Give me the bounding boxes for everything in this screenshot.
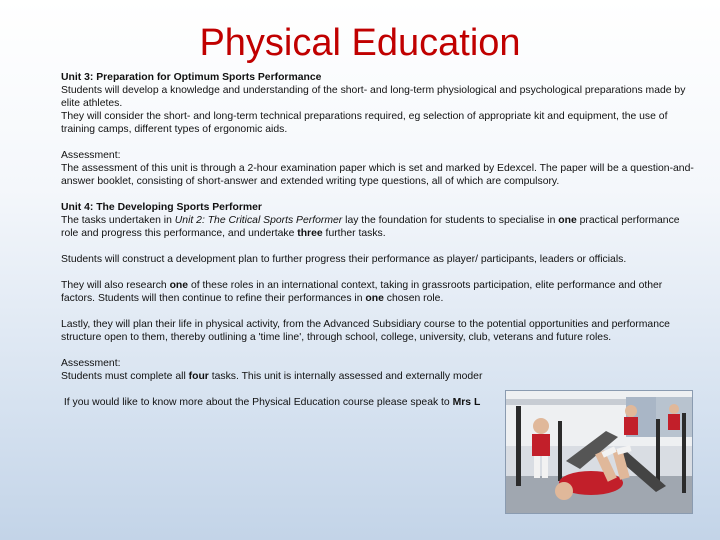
assessment1-paragraph — [61, 149, 695, 162]
gym-photo-illustration — [506, 391, 692, 513]
assessment2-paragraph — [61, 357, 695, 370]
unit4-p1-text-b: lay the foundation for students to specialise in — [342, 215, 559, 226]
unit4-p1-bold-three: three — [297, 228, 323, 239]
assessment2-bold-four: four — [188, 371, 209, 382]
contact-text: If you would like to know more about the Physical Education course please speak to — [61, 397, 453, 408]
unit3-line1: Students will develop a knowledge and understanding of the short- and long-term physiological and psychological preparations made by elite athletes. — [61, 85, 686, 109]
unit4-p3-bold-one-2: one — [365, 293, 384, 304]
unit4-p1-italic: Unit 2: The Critical Sports Performer — [174, 215, 343, 226]
assessment1-label: Assessment — [61, 150, 118, 161]
unit4-p1-text-c: practical performance role and progress this performance, and undertake — [61, 215, 680, 239]
unit4-p3-bold-one: one — [169, 280, 189, 291]
gym-photo — [505, 390, 693, 514]
assessment2-text — [61, 370, 695, 383]
assessment2-text-b: tasks. This unit is internally assessed and externally moder — [208, 371, 483, 382]
unit4-p3-text-b: of these roles in an international context, taking in grassroots participation, elite performance and other factors. Students will then continue to refine their performances in — [61, 280, 663, 304]
unit4-p1-text-a: The tasks undertaken in — [61, 215, 175, 226]
assessment1-text: The assessment of this unit is through a 2-hour examination paper which is set and marked by Edexcel. The paper will be a question-and-answer booklet, consisting of short-answer and extended writing type questions, all of which are compulsory. — [61, 163, 694, 187]
unit4-paragraph-2: Students will construct a development plan to further progress their performance as player/ participants, leaders or officials. — [61, 254, 627, 265]
unit4-heading: Unit 4: The Developing Sports Performer — [61, 202, 262, 213]
unit3-heading: Unit 3: Preparation for Optimum Sports Performance — [61, 72, 322, 83]
unit4-p3-text-c: chosen role. — [383, 293, 444, 304]
unit3-line2: They will consider the short- and long-term technical preparations required, eg selection of appropriate kit and equipment, the use of training camps, different types of ergonomic aids. — [61, 111, 668, 135]
unit4-p1-bold-one: one — [558, 215, 577, 226]
slide-body — [61, 71, 695, 409]
unit4-paragraph-4: Lastly, they will plan their life in physical activity, from the Advanced Subsidiary course to the potential opportunities and performance structure open to them, thereby outlining a 'time line', through school, college, university, club, veterans and future roles. — [61, 319, 670, 343]
assessment2-colon: : — [117, 358, 121, 369]
assessment2-label: Assessment — [61, 358, 118, 369]
unit4-paragraph-3 — [61, 279, 695, 305]
assessment1-colon: : — [117, 150, 121, 161]
unit4-p3-text-a: They will also research — [61, 280, 170, 291]
unit4-paragraph-1 — [61, 214, 695, 240]
unit4-p1-text-d: further tasks. — [322, 228, 386, 239]
assessment2-text-a: Students must complete all — [61, 371, 189, 382]
contact-name: Mrs L — [452, 397, 481, 408]
page-title: Physical Education — [199, 22, 521, 64]
